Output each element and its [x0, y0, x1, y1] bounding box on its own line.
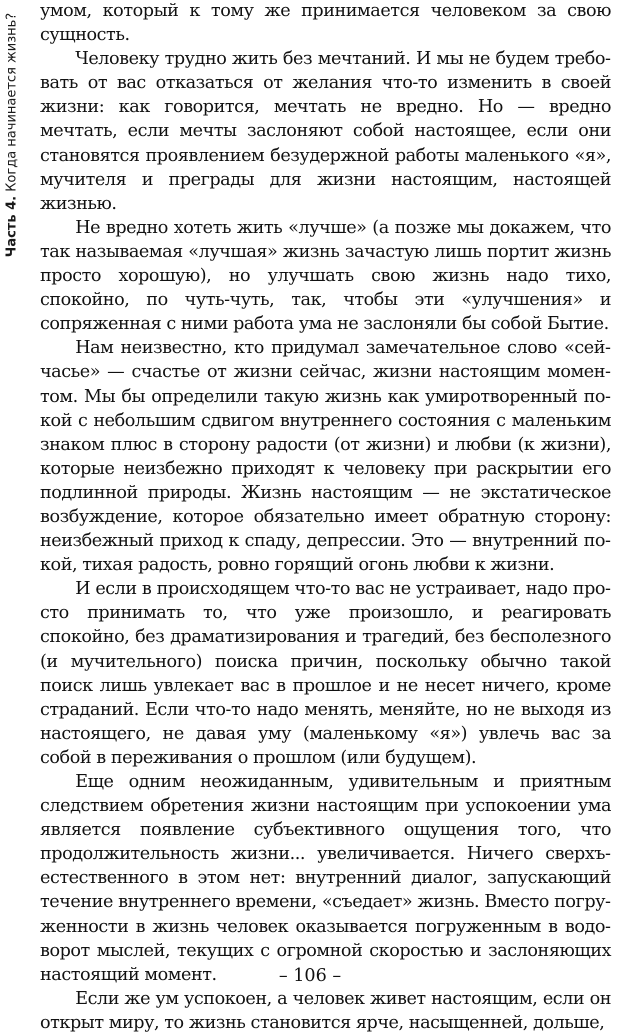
part-title: Когда начинается жизнь? — [4, 12, 20, 192]
part-label: Часть 4. — [4, 195, 20, 258]
running-header-text — [5, 0, 20, 270]
paragraph-5: И если в происходящем что-то вас не устраивает, надо просто принимать то, что уже произошло, и реагировать спокойно, без драматизирования и трагедий, без бесполезного (и мучительного) поиска причин, поскольку обычно такой поиск лишь увлекает вас в прошлое и не несет ничего, кроме страданий. Если что-то надо менять, меняйте, но не выходя из настоящего, не давая уму (маленькому «я») увлечь вас за собой в переживания о прошлом (или будущем). — [40, 579, 611, 768]
body-text — [40, 0, 611, 1035]
paragraph-1: умом, который к тому же принимается человеком за свою сущность. — [40, 1, 611, 46]
running-header — [0, 0, 24, 270]
paragraph-6: Еще одним неожиданным, удивительным и приятным следствием обретения жизни настоящим при успокоении ума является появление субъективного ощущения того, что продолжительность жизни... увеличивается. Ничего сверхъестественного в этом нет: внутренний диалог, запускающий течение внутреннего времени, «съедает» жизнь. Вместо погруженности в жизнь человек оказывается погруженным в водоворот мыслей, текущих с огромной скоростью и заслоняющих настоящий момент. — [40, 772, 611, 985]
paragraph-7: Если же ум успокоен, а человек живет настоящим, если он открыт миру, то жизнь становится ярче, насыщенней, дольше, — [40, 988, 611, 1033]
paragraph-4: Нам неизвестно, кто придумал замечательное слово «сейчасье» — счастье от жизни сейчас, жизни настоящим моментом. Мы бы определили такую жизнь как умиротворенный покой с небольшим сдвигом внутреннего состояния с маленьким знаком плюс в сторону радости (от жизни) и любви (к жизни), которые неизбежно приходят к человеку при раскрытии его подлинной природы. Жизнь настоящим — не экстатическое возбуждение, которое обязательно имеет обратную сторону: неизбежный приход к спаду, депрессии. Это — внутренний покой, тихая радость, ровно горящий огонь любви к жизни. — [40, 338, 611, 576]
paragraph-3: Не вредно хотеть жить «лучше» (а позже мы докажем, что так называемая «лучшая» жизнь зачастую лишь портит жизнь просто хорошую), но улучшать свою жизнь надо тихо, спокойно, по чуть-чуть, так, чтобы эти «улучшения» и сопряженная с ними работа ума не заслоняли бы собой Бытие. — [40, 217, 611, 335]
page-number: – 106 – — [278, 966, 342, 986]
paragraph-2: Человеку трудно жить без мечтаний. И мы не будем требовать от вас отказаться от желания что-то изменить в своей жизни: как говорится, мечтать не вредно. Но — вредно мечтать, если мечты заслоняют собой настоящее, если они становятся проявлением безудержной работы маленького «я», мучителя и преграды для жизни настоящим, настоящей жизнью. — [40, 49, 611, 214]
